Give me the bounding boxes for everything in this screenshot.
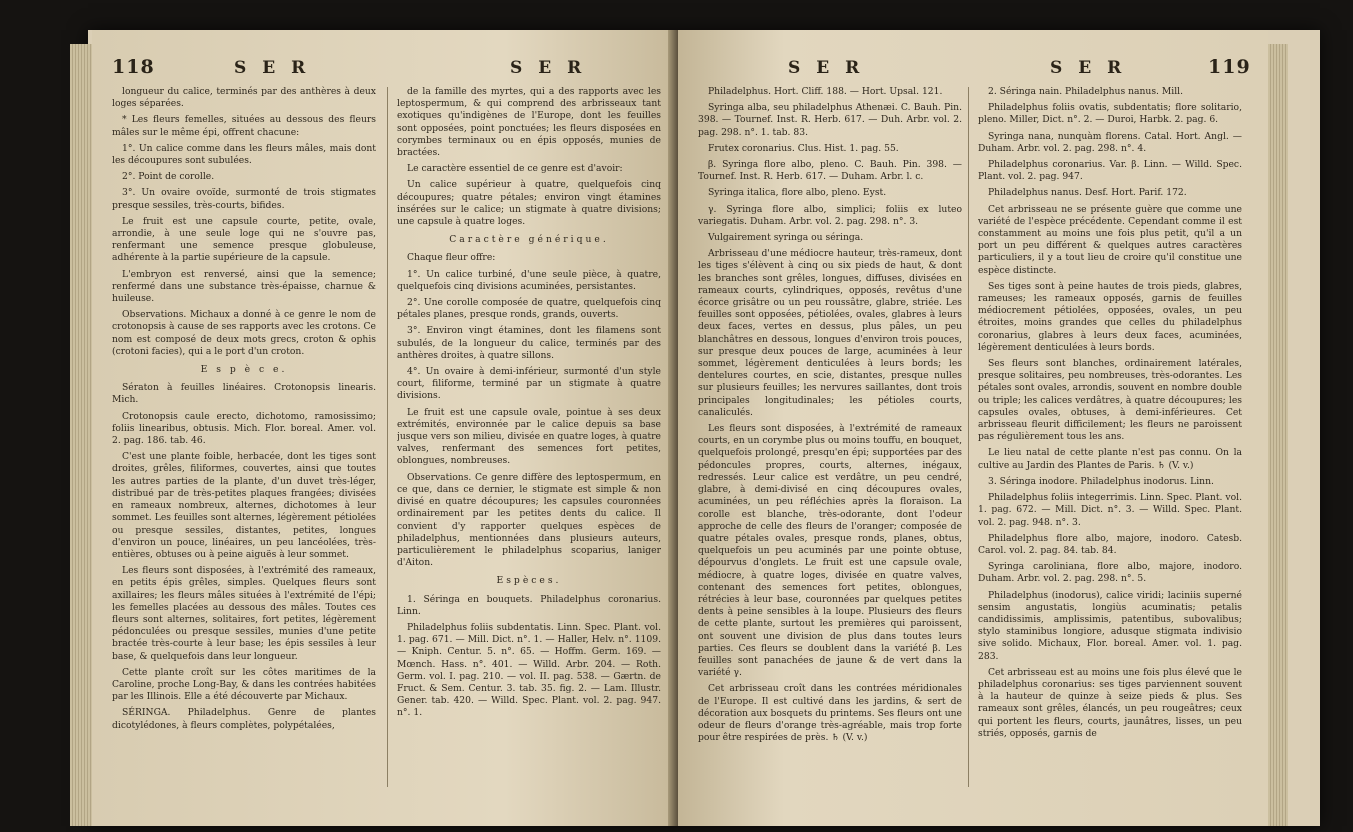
paragraph: Cette plante croît sur les côtes maritimes de la Caroline, proche Long-Bay, & dans les contrées habitées par les Illinois. Elle a été découverte par Michaux. <box>112 666 376 703</box>
paragraph: Le caractère essentiel de ce genre est d'avoir: <box>407 163 623 175</box>
paragraph: longueur du calice, terminés par des anthères à deux loges séparées. <box>112 86 376 110</box>
paragraph: Le lieu natal de cette plante n'est pas connu. On la cultive au Jardin des Plantes de Paris. ♄ (V. v.) <box>978 447 1242 471</box>
paragraph: C'est une plante foible, herbacée, dont les tiges sont droites, grêles, filiformes, couvertes, ainsi que toutes les autres parties de la plante, d'un duvet très-léger, distribué par de très-petites plaques frangées; divisées en rameaux nombreux, alternes, dichotomes à leur sommet. Les feuilles sont alternes, légèrement pétiolées ou presque sessiles, distantes, petites, longues d'environ un pouce, linéaires, un peu lancéolées, très-entières, obtuses ou à peine aiguës à leur sommet. <box>112 451 376 560</box>
paragraph: Vulgairement syringa ou séringa. <box>708 232 864 244</box>
paragraph: Syringa nana, nunquàm florens. Catal. Hort. Angl. — Duham. Arbr. vol. 2. pag. 298. n°. 4. <box>978 130 1242 154</box>
right-page-edges <box>1268 44 1288 826</box>
left-column-rule <box>387 87 388 787</box>
paragraph: Le fruit est une capsule courte, petite, ovale, arrondie, à une seule loge qui ne s'ouvre pas, renfermant une semence presque globuleuse, adhérente à la partie supérieure de la capsule. <box>112 215 376 264</box>
paragraph: Un calice supérieur à quatre, quelquefois cinq découpures; quatre pétales; environ vingt étamines insérées sur le calice; un stigmate à quatre divisions; une capsule à quatre loges. <box>397 179 661 228</box>
paragraph: Cet arbrisseau est au moins une fois plus élevé que le philadelphus coronarius: ses tiges parviennent souvent à la hauteur de quinze à seize pieds & plus. Ses rameaux sont grêles, élancés, un peu rougeâtres; ceux qui portent les fleurs, courts, jaunâtres, lisses, un peu striés, opposés, garnis de <box>978 666 1242 739</box>
paragraph: Philadelphus (inodorus), calice viridi; laciniis superné sensim angustatis, longiùs acuminatis; petalis candidissimis, amplissimis, patentibus, subovalibus; stylo staminibus longiore, adusque stigmata indivisio sive solido. Michaux, Flor. boreal. Amer. vol. 1. pag. 283. <box>978 589 1242 662</box>
right-page-column-2 <box>978 86 1242 826</box>
paragraph: Syringa caroliniana, flore albo, majore, inodoro. Duham. Arbr. vol. 2. pag. 298. n°. 5. <box>978 561 1242 585</box>
paragraph: 1. Séringa en bouquets. Philadelphus coronarius. Linn. <box>397 593 661 617</box>
paragraph: Philadelphus nanus. Desf. Hort. Parif. 172. <box>988 187 1187 199</box>
paragraph: γ. Syringa flore albo, simplici; foliis ex luteo variegatis. Duham. Arbr. vol. 2. pag. 298. n°. 3. <box>698 203 962 227</box>
paragraph: Philadelphus foliis subdentatis. Linn. Spec. Plant. vol. 1. pag. 671. — Mill. Dict. n°. 1. — Haller, Helv. n°. 1109. — Kniph. Centur. 5. n°. 65. — Hoffm. Germ. 169. — Mœnch. Hass. n°. 401. — Willd. Arbr. 204. — Roth. Germ. vol. I. pag. 210. — vol. II. pag. 538. — Gærtn. de Fruct. & Sem. Centur. 3. tab. 35. fig. 2. — Lam. Illustr. Gener. tab. 420. — Willd. Spec. Plant. vol. 2. pag. 947. n°. 1. <box>397 621 661 719</box>
paragraph: Ses fleurs sont blanches, ordinairement latérales, presque solitaires, peu nombreuses, très-odorantes. Les pétales sont ovales, arrondis, souvent en nombre double ou triple; les calices verdâtres, à quatre découpures; les capsules ovales, obtuses, à demi-inférieures. Cet arbrisseau fleurit difficilement; les fleurs ne paroissent pas régulièrement tous les ans. <box>978 358 1242 443</box>
paragraph: Philadelphus coronarius. Var. β. Linn. — Willd. Spec. Plant. vol. 2. pag. 947. <box>978 159 1242 183</box>
paragraph: Chaque fleur offre: <box>407 252 496 264</box>
paragraph: SÉRINGA. Philadelphus. Genre de plantes dicotylédones, à fleurs complètes, polypétalées, <box>112 707 376 731</box>
paragraph: de la famille des myrtes, qui a des rapports avec les leptospermum, & qui comprend des arbrisseaux tant exotiques qu'indigènes de l'Europe, dont les feuilles sont opposées, point ponctuées; les fleurs disposées en corymbes terminaux ou en épis opposés, munies de bractées. <box>397 86 661 159</box>
paragraph: Philadelphus flore albo, majore, inodoro. Catesb. Carol. vol. 2. pag. 84. tab. 84. <box>978 532 1242 556</box>
paragraph: Arbrisseau d'une médiocre hauteur, très-rameux, dont les tiges s'élèvent à cinq ou six pieds de haut, & dont les branches sont grêles, longues, diffuses, divisées en rameaux courts, cylindriques, opposés, revêtus d'une écorce grisâtre ou un peu roussâtre, glabre, striée. Les feuilles sont opposées, pétiolées, ovales, glabres à leurs deux faces, vertes en dessus, plus pâles, un peu blanchâtres en dessous, longues d'environ trois pouces, sur presque deux pouces de large, acuminées à leur sommet, légèrement denticulées à leurs bords; les dentelures courtes, en scie, distantes, presque nulles sur plusieurs feuilles; les nervures saillantes, dont trois principales longitudinales; les pétioles courts, canaliculés. <box>698 248 962 418</box>
right-page <box>678 30 1268 826</box>
paragraph: Philadelphus. Hort. Cliff. 188. — Hort. Upsal. 121. <box>708 86 943 97</box>
paragraph: 2°. Une corolle composée de quatre, quelquefois cinq pétales planes, presque ronds, grands, ouverts. <box>397 297 661 321</box>
paragraph: * Les fleurs femelles, situées au dessous des fleurs mâles sur le même épi, offrent chacune: <box>112 114 376 138</box>
paragraph: 2°. Point de corolle. <box>122 171 215 183</box>
paragraph: Ses tiges sont à peine hautes de trois pieds, glabres, rameuses; les rameaux opposés, garnis de feuilles médiocrement pétiolées, opposées, ovales, un peu étroites, moins grandes que celles du philadelphus coronarius, glabres à leurs deux faces, acuminées, légèrement denticulées à leurs bords. <box>978 280 1242 353</box>
paragraph: L'embryon est renversé, ainsi que la semence; renfermé dans une substance très-épaisse, charnue & huileuse. <box>112 268 376 305</box>
left-page-number: 118 <box>112 56 155 78</box>
right-running-head-1: S E R <box>788 58 865 78</box>
right-column-rule <box>968 87 969 787</box>
paragraph: Syringa alba, seu philadelphus Athenæi. C. Bauh. Pin. 398. — Tournef. Inst. R. Herb. 617. — Duh. Arbr. vol. 2. pag. 298. n°. 1. tab. 83. <box>698 102 962 138</box>
right-page-number: 119 <box>1208 56 1251 78</box>
paragraph: 1°. Un calice turbiné, d'une seule pièce, à quatre, quelquefois cinq divisions acuminées, persistantes. <box>397 268 661 292</box>
paragraph: Crotonopsis caule erecto, dichotomo, ramosissimo; foliis linearibus, obtusis. Mich. Flor. boreal. Amer. vol. 2. pag. 186. tab. 46. <box>112 410 376 447</box>
paragraph: Frutex coronarius. Clus. Hist. 1. pag. 55. <box>708 142 899 154</box>
paragraph: 2. Séringa nain. Philadelphus nanus. Mill. <box>988 86 1184 97</box>
paragraph: Espèces. <box>496 575 562 587</box>
right-page-column-1 <box>698 86 962 826</box>
paragraph: 4°. Un ovaire à demi-inférieur, surmonté d'un style court, filiforme, terminé par un stigmate à quatre divisions. <box>397 366 661 402</box>
paragraph: Syringa italica, flore albo, pleno. Eyst. <box>708 187 887 199</box>
left-page-column-2 <box>397 86 661 826</box>
paragraph: Les fleurs sont disposées, à l'extrémité de rameaux courts, en un corymbe plus ou moins touffu, en bouquet, quelquefois prolongé, presqu'en épi; supportées par des pédoncules propres, courts, alternes, inégaux, redressés. Leur calice est verdâtre, un peu cendré, glabre, à demi-divisé en cinq découpures ovales, acuminées, un peu réfléchies après la floraison. La corolle est blanche, très-odorante, dont l'odeur approche de celle des fleurs de l'oranger; composée de quatre pétales ovales, presque ronds, planes, obtus, quelquefois un peu acuminés par une pointe obtuse, dépourvus d'onglets. Le fruit est une capsule ovale, médiocre, à quatre loges, divisée en quatre valves, contenant des semences fort petites, oblongues, rétrécies à leur base, couronnées par quelques petites dents à peine sensibles à la loupe. Plusieurs des fleurs de cette plante, surtout les premières qui paroissent, ont souvent une division de plus dans toutes leurs parties. Ces fleurs se doublent dans la variété β. Les feuilles sont panachées de jaune & de vert dans la variété γ. <box>698 423 962 679</box>
paragraph: Sératon à feuilles linéaires. Crotonopsis linearis. Mich. <box>112 382 376 406</box>
paragraph: Cet arbrisseau ne se présente guère que comme une variété de l'espèce précédente. Cependant comme il est constamment au moins une fois plus petit, qu'il a un port un peu différent & quelques autres caractères particuliers, il y a tout lieu de croire qu'il constitue une espèce distincte. <box>978 203 1242 276</box>
left-running-head-2: S E R <box>510 58 587 78</box>
right-running-head-2: S E R <box>1050 58 1127 78</box>
paragraph: 3°. Un ovaire ovoïde, surmonté de trois stigmates presque sessiles, très-courts, bifides. <box>112 187 376 211</box>
left-page-column-1 <box>112 86 376 826</box>
paragraph: 3. Séringa inodore. Philadelphus inodorus. Linn. <box>988 475 1214 487</box>
paragraph: Philadelphus foliis ovatis, subdentatis; flore solitario, pleno. Miller, Dict. n°. 2. — Duroi, Harbk. 2. pag. 6. <box>978 102 1242 126</box>
paragraph: Caractère générique. <box>449 234 609 246</box>
paragraph: Le fruit est une capsule ovale, pointue à ses deux extrémités, environnée par le calice depuis sa base jusque vers son milieu, divisée en quatre loges, à quatre valves, renfermant des semences fort petites, oblongues, nombreuses. <box>397 406 661 467</box>
paragraph: 1°. Un calice comme dans les fleurs mâles, mais dont les découpures sont subulées. <box>112 142 376 167</box>
paragraph: β. Syringa flore albo, pleno. C. Bauh. Pin. 398. — Tournef. Inst. R. Herb. 617. — Duham. Arbr. l. c. <box>698 159 962 183</box>
paragraph: Les fleurs sont disposées, à l'extrémité des rameaux, en petits épis grêles, simples. Quelques fleurs sont axillaires; les fleurs mâles situées à l'extrémité de l'épi; les femelles placées au dessous des mâles. Toutes ces fleurs sont alternes, solitaires, fort petites, légèrement pédonculées ou presque sessiles, munies d'une petite bractée très-courte à leur base; les épis sessiles à leur base, & quelquefois dans leur longueur. <box>112 565 376 662</box>
left-page <box>92 30 682 826</box>
paragraph: 3°. Environ vingt étamines, dont les filamens sont subulés, de la longueur du calice, terminés par des anthères droites, à quatre sillons. <box>397 325 661 361</box>
paragraph: Observations. Michaux a donné à ce genre le nom de crotonopsis à cause de ses rapports avec les crotons. Ce nom est composé de deux mots grecs, croton & ophis (crotoni facies), qui a le port d'un croton. <box>112 309 376 357</box>
paragraph: Cet arbrisseau croît dans les contrées méridionales de l'Europe. Il est cultivé dans les jardins, & sert de décoration aux bosquets du printems. Ses fleurs ont une odeur de fleurs d'orange très-agréable, mais trop forte pour être respirées de près. ♄ (V. v.) <box>698 683 962 744</box>
paragraph: Observations. Ce genre diffère des leptospermum, en ce que, dans ce dernier, le stigmate est simple & non divisé en quatre découpures; les capsules couronnées ordinairement par les petites dents du calice. Il convient d'y rapporter quelques espèces de philadelphus, mentionnées dans plusieurs auteurs, particulièrement le philadelphus scoparius, laniger d'Aiton. <box>397 471 661 569</box>
paragraph: E s p è c e. <box>200 364 288 376</box>
left-page-edges <box>70 44 92 826</box>
left-running-head-1: S E R <box>234 58 311 78</box>
paragraph: Philadelphus foliis integerrimis. Linn. Spec. Plant. vol. 1. pag. 672. — Mill. Dict. n°. 3. — Willd. Spec. Plant. vol. 2. pag. 948. n°. 3. <box>978 492 1242 528</box>
